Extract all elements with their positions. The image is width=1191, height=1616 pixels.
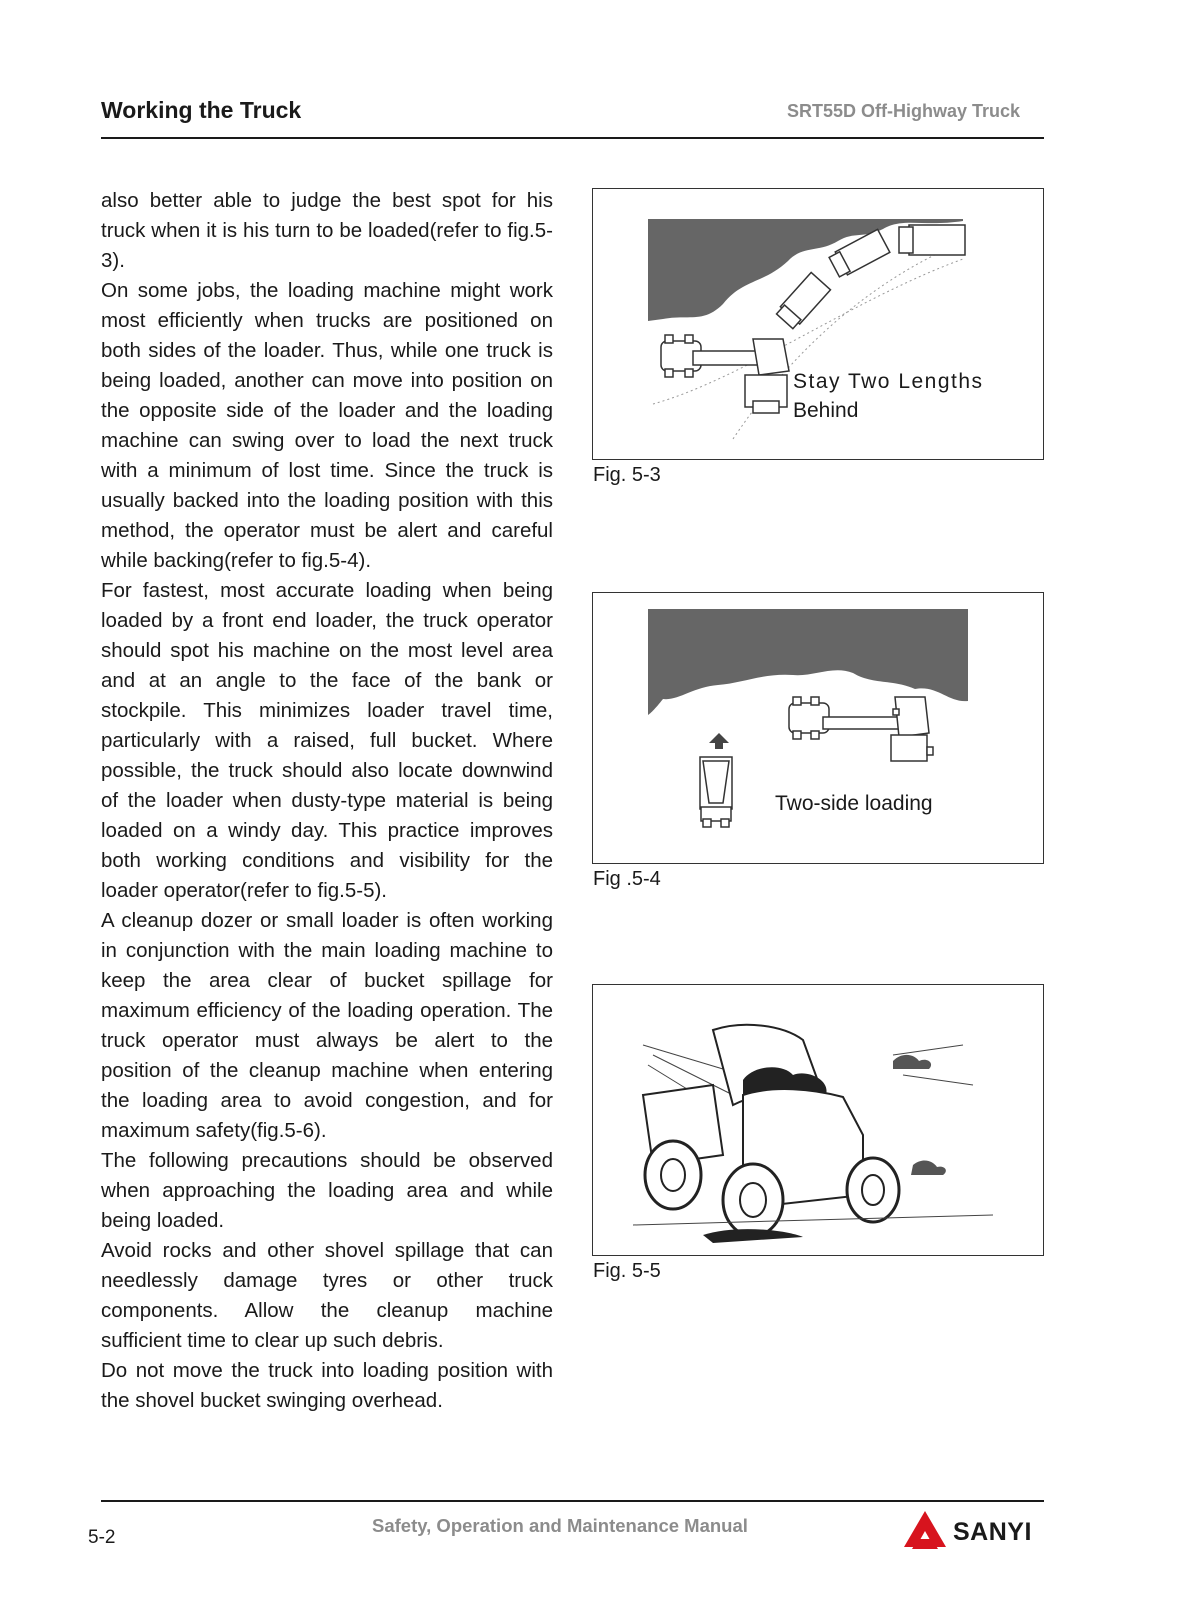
figure-5-5	[592, 984, 1044, 1256]
figure-5-4	[592, 592, 1044, 864]
figure-label: Two-side loading	[775, 792, 933, 815]
paragraph: For fastest, most accurate loading when being loaded by a front end loader, the truck operator should spot his machine on the most level area and at an angle to the face of the bank or stockpile. This minimizes loader travel time, particularly with a raised, full bucket. Where possible, the truck should also locate downwind of the loader when dusty-type material is being loaded on a windy day. This practice improves both working conditions and visibility for the loader operator(refer to fig.5-5).	[101, 579, 553, 902]
brand-name: SANYI	[953, 1518, 1032, 1546]
figure-5-3	[592, 188, 1044, 460]
page-number: 5-2	[88, 1527, 116, 1548]
loader-and-truck-illustration	[593, 985, 1045, 1257]
sanyi-logo-icon	[902, 1509, 948, 1553]
paragraph: Avoid rocks and other shovel spillage that can needlessly damage tyres or other truck components. Allow the cleanup machine sufficient time to clear up such debris.	[101, 1239, 553, 1352]
figure-label: Stay Two Lengths	[793, 370, 984, 393]
paragraph: A cleanup dozer or small loader is often working in conjunction with the main loading machine to keep the area clear of bucket spillage for maximum efficiency of the loading operation. The truck operator must always be alert to the position of the cleanup machine when entering the loading area to avoid congestion, and for maximum safety(fig.5-6).	[101, 909, 553, 1142]
footer-rule	[101, 1500, 1044, 1502]
two-side-loading-illustration	[593, 593, 1045, 865]
figure-caption: Fig. 5-3	[593, 464, 661, 486]
paragraph: The following precautions should be observed when approaching the loading area and while being loaded.	[101, 1149, 553, 1232]
figure-caption: Fig. 5-5	[593, 1260, 661, 1282]
manual-title: Safety, Operation and Maintenance Manual	[372, 1515, 748, 1536]
figure-label: Behind	[793, 399, 859, 422]
section-title: Working the Truck	[101, 97, 302, 123]
body-text	[101, 186, 553, 1416]
sanyi-logo	[902, 1509, 1044, 1553]
document-title: SRT55D Off-Highway Truck	[786, 101, 1020, 121]
paragraph: Do not move the truck into loading position with the shovel bucket swinging overhead.	[101, 1359, 553, 1412]
header-rule	[101, 137, 1044, 139]
figure-caption: Fig .5-4	[593, 868, 661, 890]
paragraph: also better able to judge the best spot for his truck when it is his turn to be loaded(refer to fig.5-3).	[101, 189, 553, 272]
paragraph: On some jobs, the loading machine might work most efficiently when trucks are positioned on both sides of the loader. Thus, while one truck is being loaded, another can move into position on the opposite side of the loader and the loading machine can swing over to load the next truck with a minimum of lost time. Since the truck is usually backed into the loading position with this method, the operator must be alert and careful while backing(refer to fig.5-4).	[101, 279, 553, 572]
